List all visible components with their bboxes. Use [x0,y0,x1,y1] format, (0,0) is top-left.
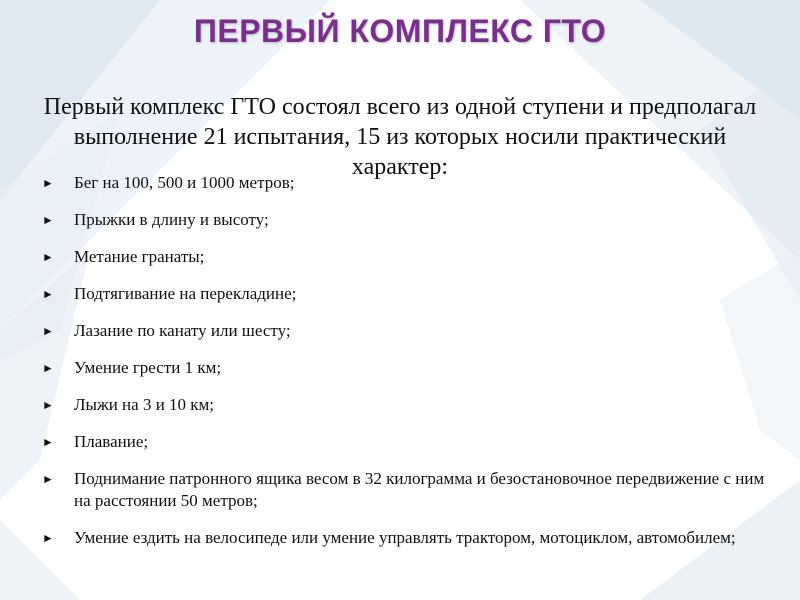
list-item [40,209,785,231]
bullet-icon: ► [42,324,54,338]
list-item [40,320,785,342]
bullet-icon: ► [42,361,54,375]
list-item-text: Умение ездить на велосипеде или умение управлять трактором, мотоциклом, автомобилем; [74,528,736,547]
list-item-text: Прыжки в длину и высоту; [74,210,269,229]
bullet-icon: ► [42,213,54,227]
list-item-text: Бег на 100, 500 и 1000 метров; [74,173,295,192]
bullet-icon: ► [42,176,54,190]
bullet-icon: ► [42,472,54,486]
bullet-icon: ► [42,250,54,264]
list-item [40,431,785,453]
list-item [40,246,785,268]
list-item-text: Лазание по канату или шесту; [74,321,291,340]
list-item-text: Умение грести 1 км; [74,358,222,377]
list-item [40,527,785,549]
bullet-icon: ► [42,435,54,449]
slide-subtitle: Первый комплекс ГТО состоял всего из одной ступени и предполагал выполнение 21 испытания, 15 из которых носили практический характер: [43,94,757,180]
list-item-text: Поднимание патронного ящика весом в 32 килограмма и безостановочное передвижение с ним на расстоянии 50 метров; [74,469,765,510]
list-item [40,357,785,379]
list-item-text: Плавание; [74,432,149,451]
bullet-icon: ► [42,531,54,545]
list-item-text: Метание гранаты; [74,247,205,266]
list-item-text: Подтягивание на перекладине; [74,284,297,303]
bullet-icon: ► [42,398,54,412]
list-item [40,172,785,194]
list-item [40,394,785,416]
list-item [40,283,785,305]
bullet-list [40,172,785,564]
bullet-icon: ► [42,287,54,301]
page-title: ПЕРВЫЙ КОМПЛЕКС ГТО [193,13,607,49]
list-item [40,468,785,512]
list-item-text: Лыжи на 3 и 10 км; [74,395,215,414]
